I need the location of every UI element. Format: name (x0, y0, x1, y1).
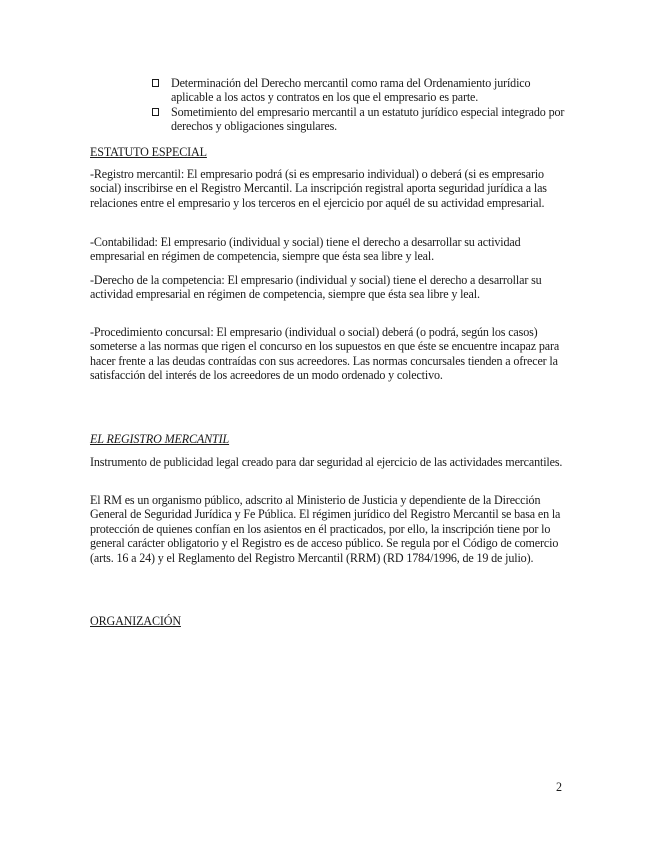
square-bullet-icon (152, 79, 159, 87)
paragraph-concursal: -Procedimiento concursal: El empresario (individual o social) deberá (o podrá, según los casos) someterse a las normas que rigen el concurso en los supuestos en que éste se encuentre incapaz para hacer frente a las deudas contraídas con sus acreedores. Las normas concursales tienden a ofrecer la satisfacción del interés de los acreedores de un modo ordenado y colectivo. (90, 325, 560, 383)
paragraph-organismo: El RM es un organismo público, adscrito al Ministerio de Justicia y dependiente de la Dirección General de Seguridad Jurídica y Fe Pública. El régimen jurídico del Registro Mercantil se basa en la protección de quienes confían en los asientos en él practicados, por ello, la inscripción tiene por lo general carácter obligatorio y el Registro es de acceso público. Se regula por el Código de comercio (arts. 16 a 24) y el Reglamento del Registro Mercantil (RRM) (RD 1784/1996, de 19 de julio). (90, 493, 561, 565)
section-heading-registro: EL REGISTRO MERCANTIL (90, 432, 230, 446)
paragraph-registro-mercantil: -Registro mercantil: El empresario podrá (si es empresario individual) o deberá (si es empresario social) inscribirse en el Registro Mercantil. La inscripción registral aporta seguridad jurídica a las relaciones entre el empresario y los terceros en el ejercicio por aquél de su actividad empresarial. (90, 167, 547, 210)
bullet-item (152, 76, 572, 105)
section-heading-organizacion: ORGANIZACIÓN (90, 614, 181, 628)
bullet-text: Sometimiento del empresario mercantil a un estatuto jurídico especial integrado por derechos y obligaciones singulares. (171, 104, 565, 134)
bullet-item (152, 105, 572, 134)
page-number: 2 (556, 780, 562, 794)
section-heading-estatuto: ESTATUTO ESPECIAL (90, 145, 207, 159)
bullet-list (152, 76, 572, 134)
paragraph-competencia: -Derecho de la competencia: El empresario (individual y social) tiene el derecho a desarrollar su actividad empresarial en régimen de competencia, siempre que ésta sea libre y leal. (90, 273, 542, 302)
bullet-text: Determinación del Derecho mercantil como rama del Ordenamiento jurídico aplicable a los actos y contratos en los que el empresario es parte. (171, 76, 531, 105)
paragraph-instrumento: Instrumento de publicidad legal creado para dar seguridad al ejercicio de las actividades mercantiles. (90, 455, 563, 469)
square-bullet-icon (152, 108, 159, 116)
paragraph-contabilidad: -Contabilidad: El empresario (individual y social) tiene el derecho a desarrollar su actividad empresarial en régimen de competencia, siempre que ésta sea libre y leal. (90, 235, 521, 264)
